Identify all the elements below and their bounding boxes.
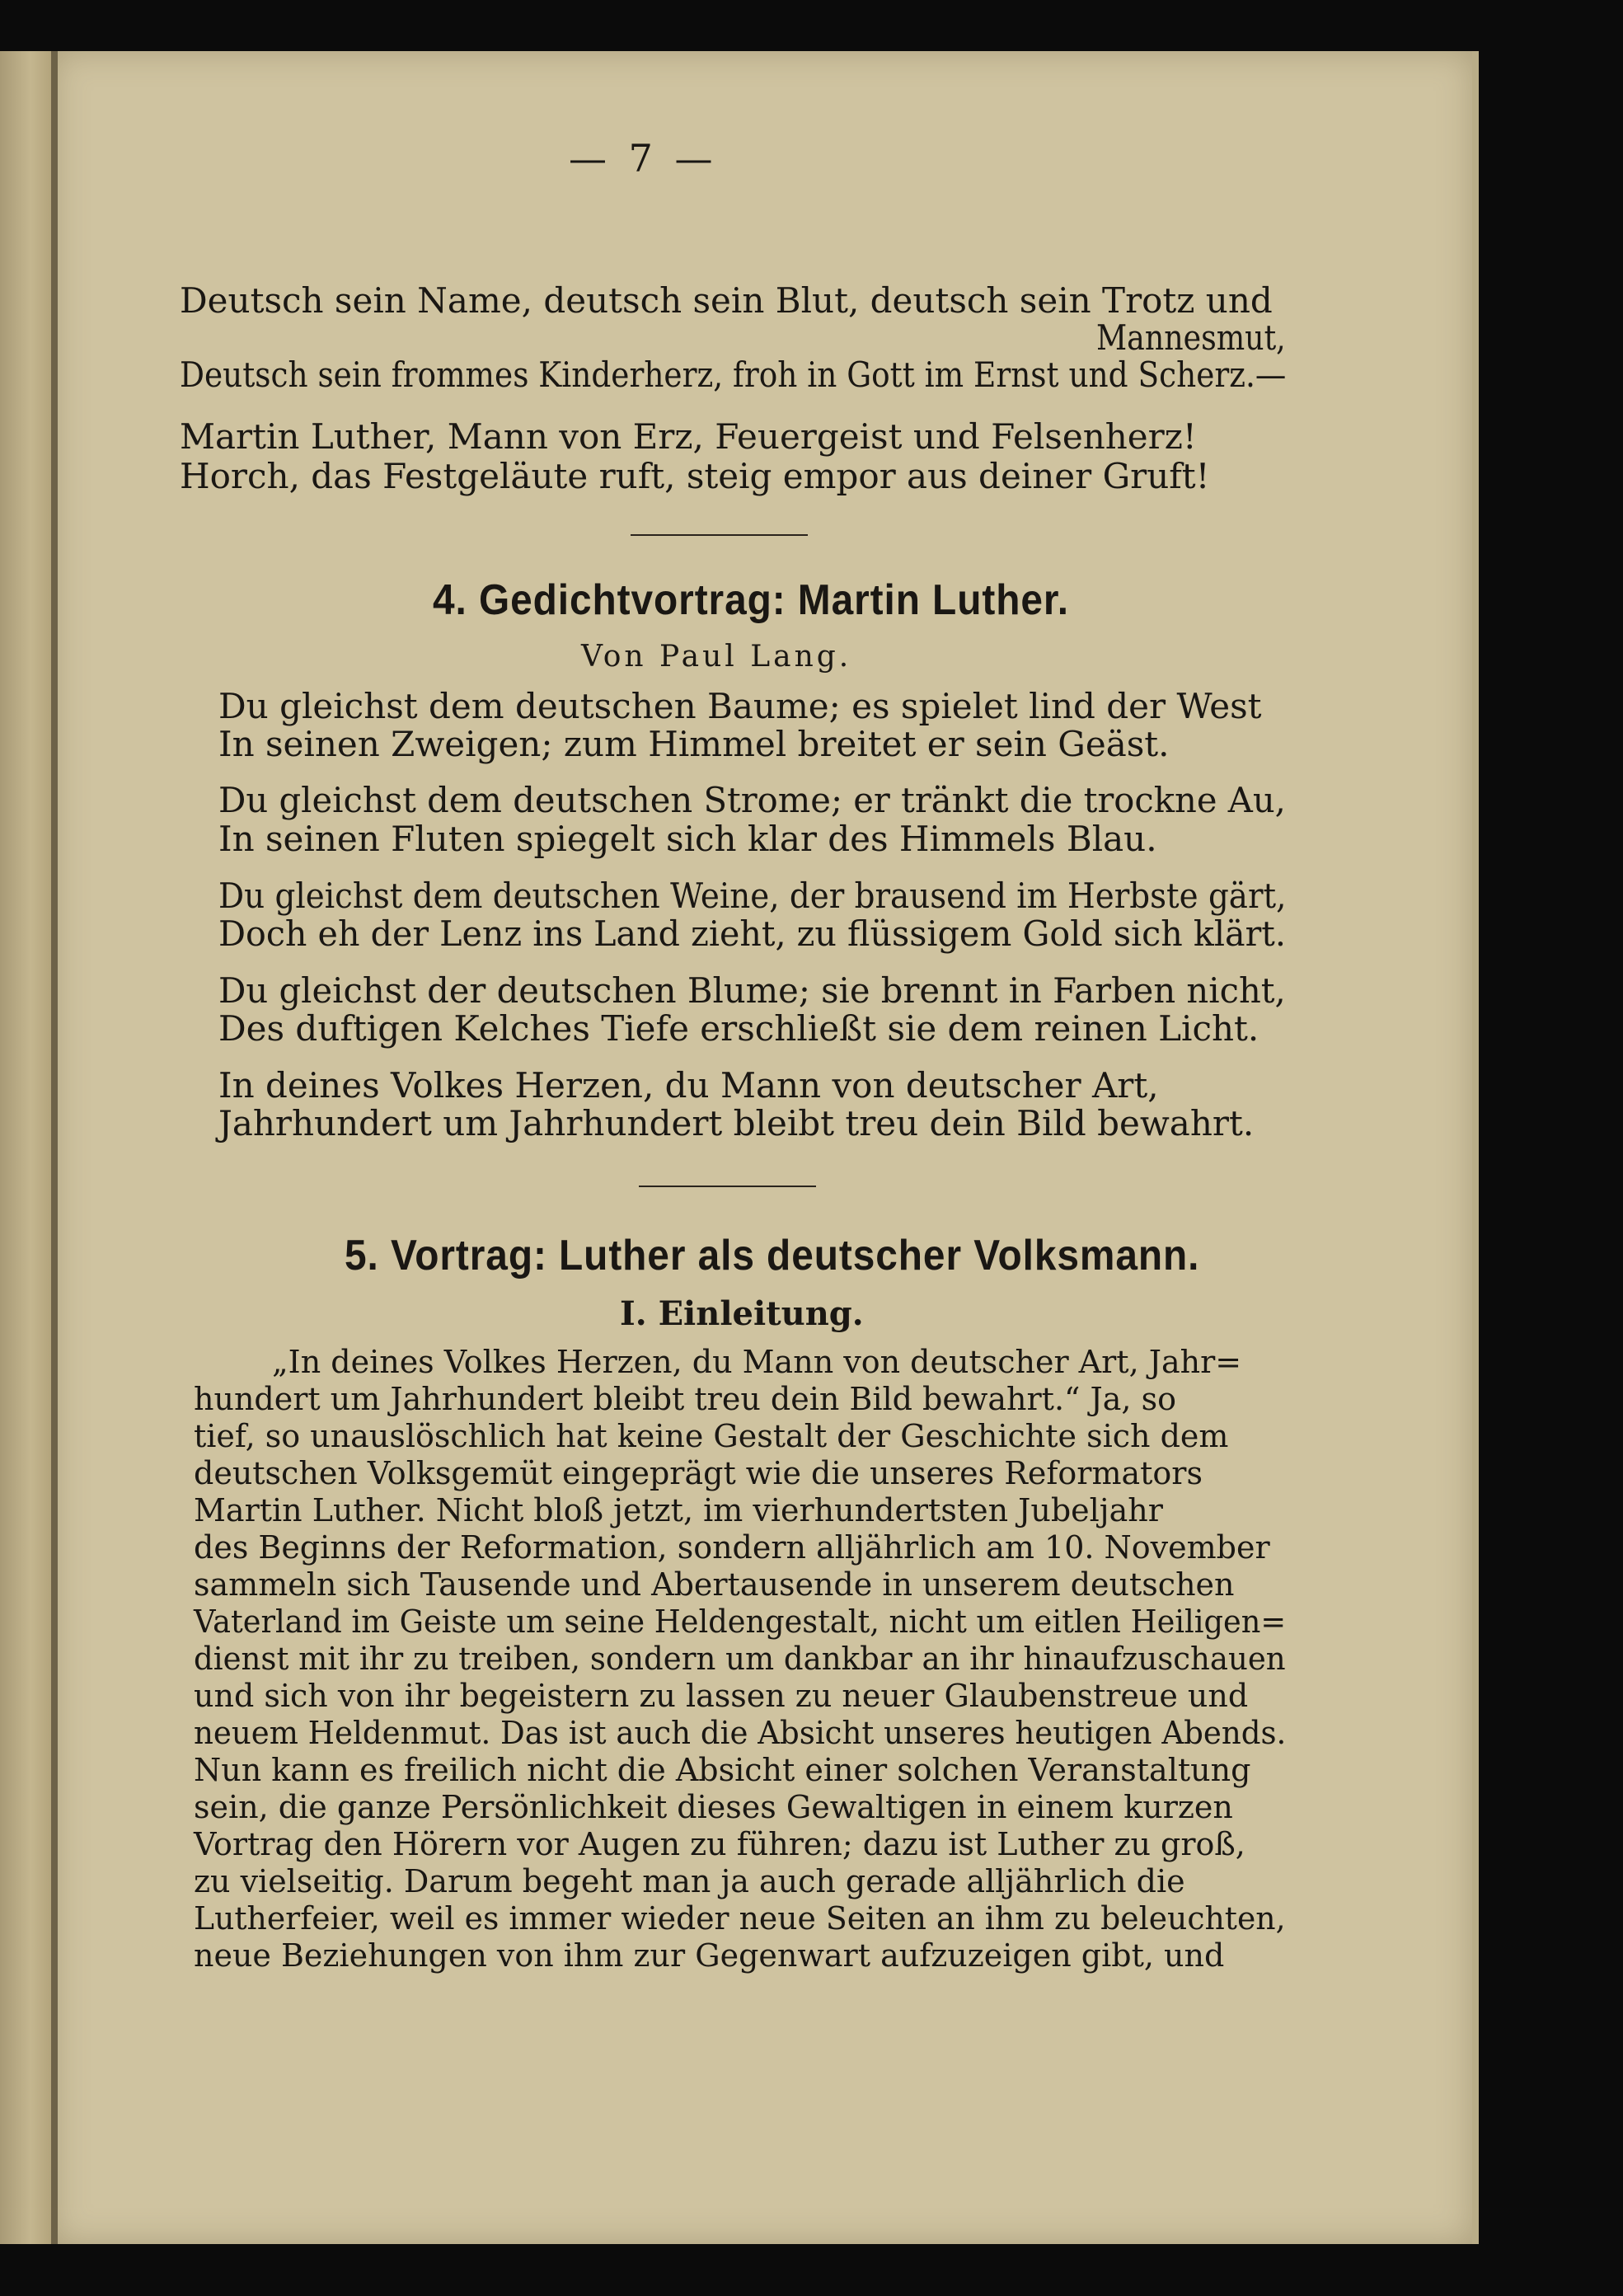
poem-line-1-end: Mannesmut, [1096,317,1286,358]
section-4-title: 4. Gedichtvortrag: Martin Luther. [433,576,1069,624]
poem-line-4: Horch, das Festgeläute ruft, steig empor aus deiner Gruft! [180,456,1210,496]
body-line: sein, die ganze Persönlichkeit dieses Gewaltigen in einem kurzen [194,1789,1233,1825]
stanza-1-line-1: Du gleichst dem deutschen Baume; es spielet lind der West [218,686,1262,726]
body-line: Lutherfeier, weil es immer wieder neue Seiten an ihm zu beleuchten, [194,1900,1286,1937]
body-line: tief, so unauslöschlich hat keine Gestalt der Geschichte sich dem [194,1418,1229,1454]
stanza-2-line-2: In seinen Fluten spiegelt sich klar des Himmels Blau. [218,819,1157,859]
body-line: deutschen Volksgemüt eingeprägt wie die unseres Reformators [194,1455,1203,1491]
body-line: Martin Luther. Nicht bloß jetzt, im vierhundertsten Jubeljahr [194,1492,1163,1528]
section-5-title: 5. Vortrag: Luther als deutscher Volksmann. [345,1232,1200,1279]
body-line: zu vielseitig. Darum begeht man ja auch gerade alljährlich die [194,1863,1185,1899]
body-line: Vaterland im Geiste um seine Heldengestalt, nicht um eitlen Heiligen= [194,1603,1287,1640]
body-line: Vortrag den Hörern vor Augen zu führen; dazu ist Luther zu groß, [194,1826,1245,1862]
body-line: hundert um Jahrhundert bleibt treu dein Bild bewahrt.“ Ja, so [194,1381,1176,1417]
section-divider [639,1186,816,1187]
poem-line-1: Deutsch sein Name, deutsch sein Blut, deutsch sein Trotz und [180,280,1273,321]
poem-line-2: Deutsch sein frommes Kinderherz, froh in Gott im Ernst und Scherz.— [180,354,1287,395]
body-line: dienst mit ihr zu treiben, sondern um dankbar an ihr hinaufzuschauen [194,1641,1286,1677]
stanza-3-line-2: Doch eh der Lenz ins Land zieht, zu flüssigem Gold sich klärt. [218,913,1286,954]
stanza-5-line-2: Jahrhundert um Jahrhundert bleibt treu dein Bild bewahrt. [218,1103,1255,1143]
stanza-4-line-2: Des duftigen Kelches Tiefe erschließt sie dem reinen Licht. [218,1008,1259,1049]
body-line: sammeln sich Tausende und Abertausende in unserem deutschen [194,1566,1235,1603]
body-line: „In deines Volkes Herzen, du Mann von deutscher Art, Jahr= [272,1344,1242,1380]
page-number: — 7 — [569,136,718,181]
body-line: des Beginns der Reformation, sondern alljährlich am 10. November [194,1529,1270,1566]
body-line: neue Beziehungen von ihm zur Gegenwart aufzuzeigen gibt, und [194,1937,1225,1974]
stanza-2-line-1: Du gleichst dem deutschen Strome; er tränkt die trockne Au, [218,780,1286,820]
section-5-subtitle: I. Einleitung. [620,1294,864,1333]
body-line: neuem Heldenmut. Das ist auch die Absicht unseres heutigen Abends. [194,1715,1287,1751]
stanza-3-line-1: Du gleichst dem deutschen Weine, der brausend im Herbste gärt, [218,876,1287,916]
stanza-1-line-2: In seinen Zweigen; zum Himmel breitet er sein Geäst. [218,724,1170,764]
section-4-author: Von Paul Lang. [581,640,852,674]
body-line: Nun kann es freilich nicht die Absicht einer solchen Veranstaltung [194,1752,1251,1788]
poem-line-3: Martin Luther, Mann von Erz, Feuergeist und Felsenherz! [180,416,1197,457]
stanza-4-line-1: Du gleichst der deutschen Blume; sie brennt in Farben nicht, [218,970,1286,1011]
body-line: und sich von ihr begeistern zu lassen zu neuer Glaubenstreue und [194,1678,1249,1714]
section-divider [631,534,808,536]
stanza-5-line-1: In deines Volkes Herzen, du Mann von deutscher Art, [218,1065,1159,1106]
